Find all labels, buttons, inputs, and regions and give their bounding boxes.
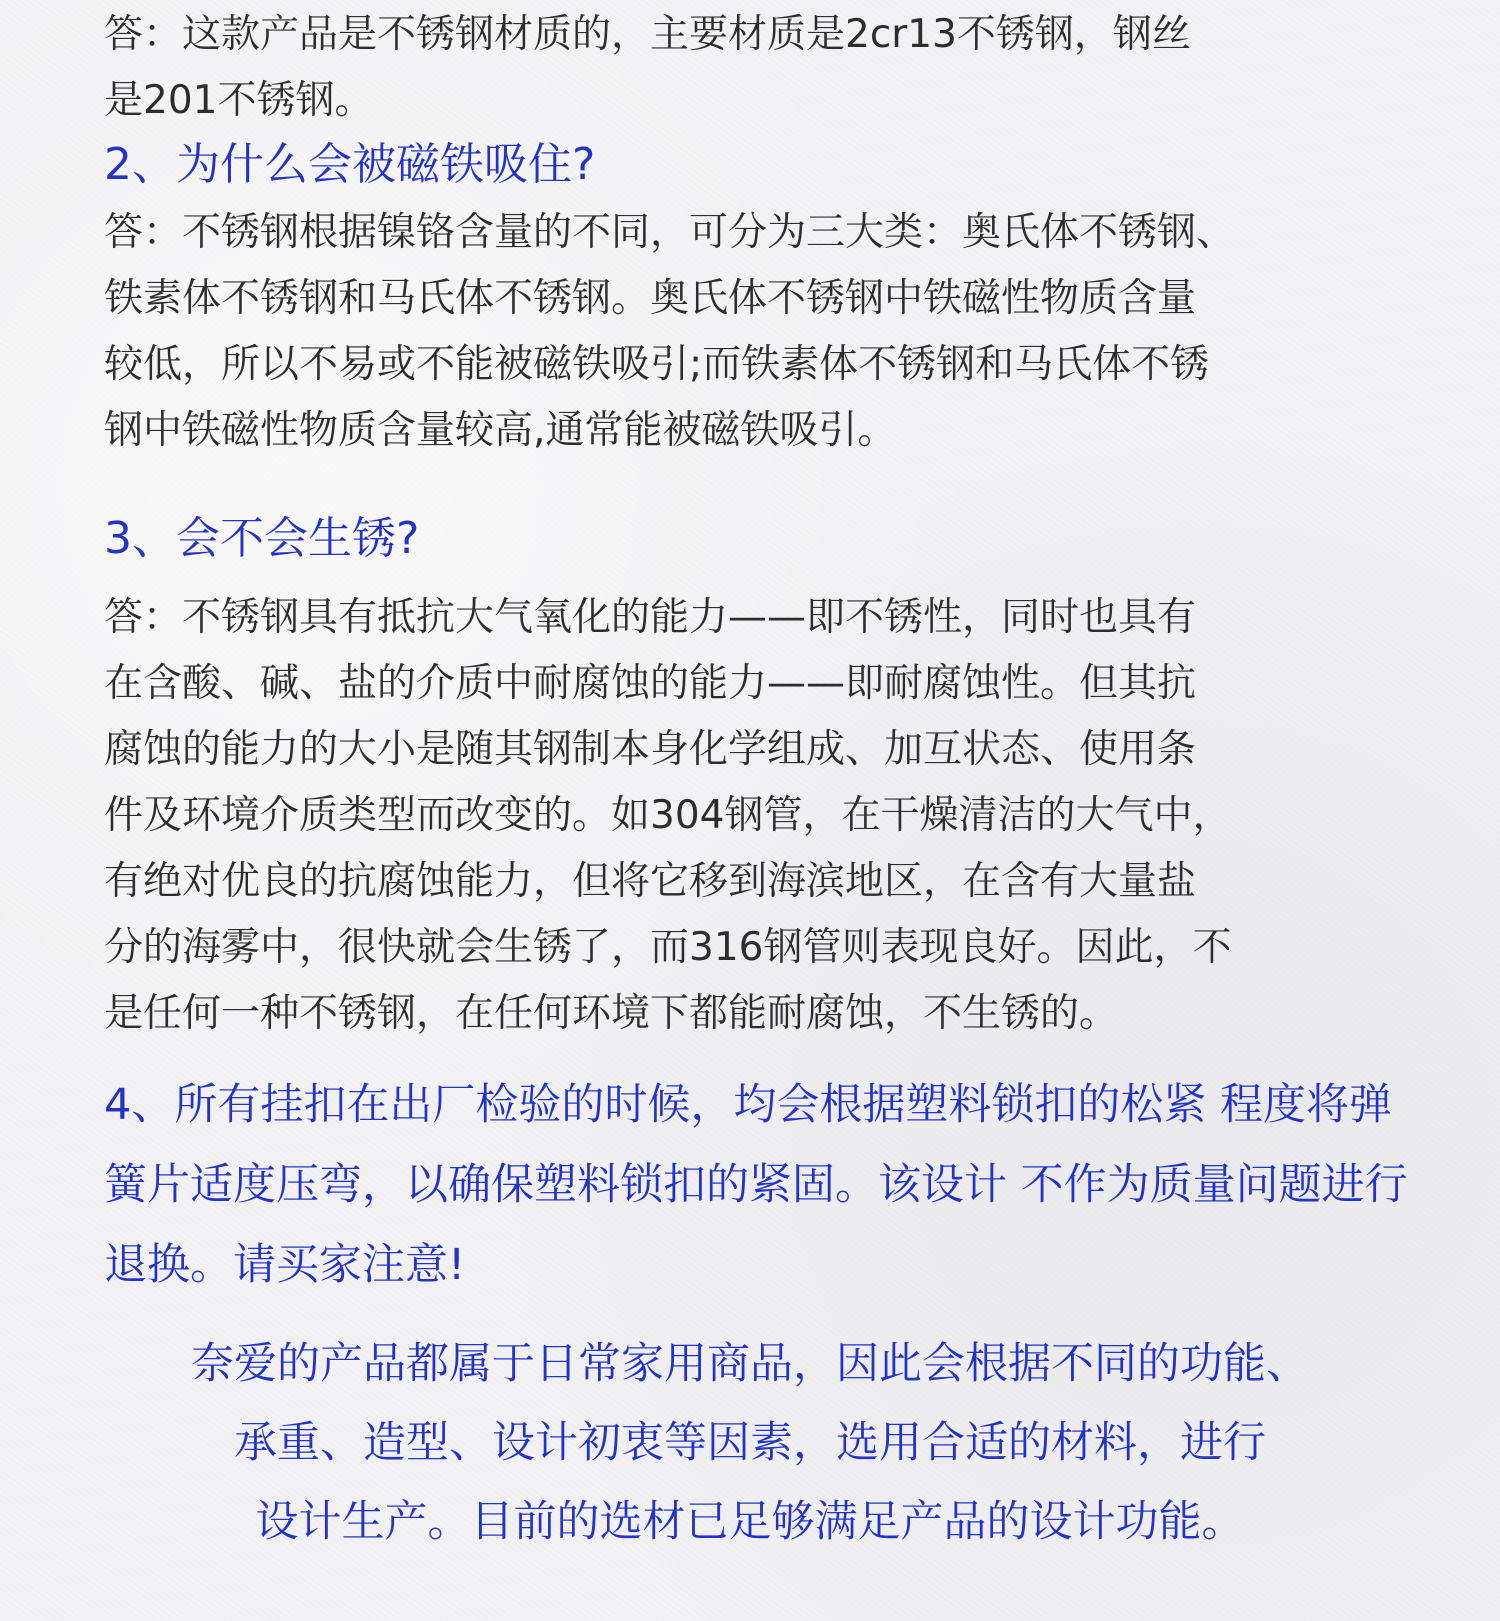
q4-notice [104,1065,1424,1305]
q3-answer-line: 有绝对优良的抗腐蚀能力，但将它移到海滨地区，在含有大量盐 [104,859,1197,904]
q3-answer-line: 腐蚀的能力的大小是随其钢制本身化学组成、加互状态、使用条 [104,727,1197,772]
q4-notice-line: 不作为质量问题进行退换。请买家注意! [104,1160,1408,1290]
q3-answer-line: 答：不锈钢具有抵抗大气氧化的能力——即不锈性，同时也具有 [104,595,1197,640]
q3-answer-line: 件及环境介质类型而改变的。如304钢管，在干燥清洁的大气中， [104,793,1232,838]
q2-answer-line: 较低，所以不易或不能被磁铁吸引;而铁素体不锈钢和马氏体不锈 [104,342,1210,387]
q3-answer [104,585,1424,1047]
closing-line: 奈爱的产品都属于日常家用商品，因此会根据不同的功能、 [191,1339,1309,1389]
q3-question: 3、会不会生锈? [104,513,420,564]
q2-answer-line: 答：不锈钢根据镍铬含量的不同，可分为三大类：奥氏体不锈钢、 [104,210,1236,255]
q3-answer-line: 在含酸、碱、盐的介质中耐腐蚀的能力——即耐腐蚀性。但其抗 [104,661,1197,706]
q3-answer-line: 分的海雾中，很快就会生锈了，而316钢管则表现良好。因此，不 [104,925,1232,970]
q4-notice-line: 程度将弹簧片适度压弯，以确保塑料锁扣的紧固。该设计 [104,1080,1393,1210]
q2-question: 2、为什么会被磁铁吸住? [104,139,596,190]
q4-notice-line: 4、所有挂扣在出厂检验的时候，均会根据塑料锁扣的松紧 [104,1080,1207,1130]
q1-answer-line: 是201不锈钢。 [104,78,374,123]
closing-line: 承重、造型、设计初衷等因素，选用合适的材料，进行 [234,1418,1266,1468]
q3-answer-line: 是任何一种不锈钢，在任何环境下都能耐腐蚀，不生锈的。 [104,991,1119,1036]
closing-line: 设计生产。目前的选材已足够满足产品的设计功能。 [255,1497,1245,1547]
q2-answer-line: 钢中铁磁性物质含量较高,通常能被磁铁吸引。 [104,408,897,453]
q1-answer [104,2,1424,134]
q1-answer-line: 答：这款产品是不锈钢材质的，主要材质是2cr13不锈钢，钢丝 [104,12,1191,57]
closing-statement [80,1325,1420,1562]
q2-answer-line: 铁素体不锈钢和马氏体不锈钢。奥氏体不锈钢中铁磁性物质含量 [104,276,1197,321]
q2-answer [104,200,1424,464]
